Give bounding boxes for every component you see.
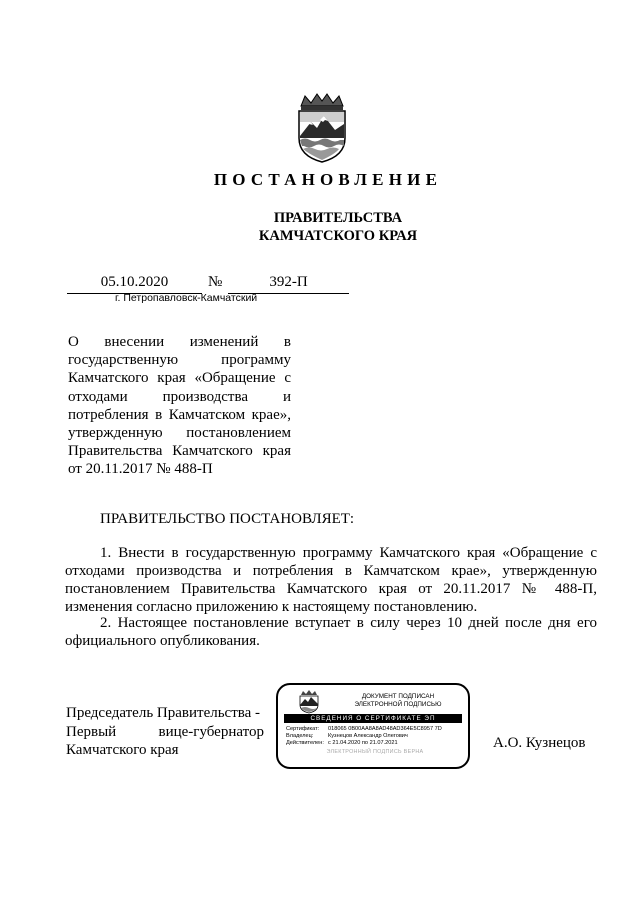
paragraph-line: изменения согласно приложению к настоящему постановлению. [65,599,478,615]
paragraph-line: отходами производства и потребления в Камчатском крае», утвержденную [65,563,597,579]
issuer-line-1: ПРАВИТЕЛЬСТВА [273,210,403,226]
signatory-name: А.О. Кузнецов [493,735,586,751]
coat-of-arms-emblem [291,92,353,164]
paragraph-line: официального опубликования. [65,633,260,649]
paragraph-line: постановлением Правительства Камчатского края от 20.11.2017 № 488-П, [65,581,597,597]
city-of-issue: г. Петропавловск-Камчатский [115,292,258,304]
stamp-title-line-2: ЭЛЕКТРОННОЙ ПОДПИСЬЮ [354,701,442,708]
subject-line: потребления в Камчатском крае», [68,406,291,423]
position-line-2: Первый вице-губернатор [66,723,264,740]
validity-label: Действителен: [286,740,324,746]
subject-line: Камчатского края «Обращение с [68,370,291,387]
subject-line: О внесении изменений в [68,334,291,350]
decree-paragraph-1 [65,544,597,616]
stamp-title-line-1: ДОКУМЕНТ ПОДПИСАН [361,693,435,700]
validity-value: с 21.04.2020 по 21.07.2021 [328,740,398,746]
issuer-name [0,209,640,245]
subject-line: утвержденную постановлением [68,424,291,441]
document-type-title: ПОСТАНОВЛЕНИЕ [213,170,443,189]
document-number: 392-П [269,274,308,290]
certificate-value: 018065 0B00AA8A8AD48AD364E5C8957 7D [328,726,442,732]
stamp-title [338,693,458,709]
stamp-validity-row [286,740,466,747]
decree-paragraph-2 [65,614,597,650]
electronic-signature-stamp [276,683,470,769]
position-line-3: Камчатского края [66,742,179,758]
stamp-footer: ЭЛЕКТРОННЫЙ ПОДПИСЬ ВЕРНА [326,749,424,755]
certificate-label: Сертификат: [286,726,320,732]
subject-line: от 20.11.2017 № 488-П [68,461,213,478]
paragraph-line: 1. Внести в государственную программу Камчатского края «Обращение с [100,545,597,561]
coat-of-arms-icon [291,92,353,164]
position-line-1: Председатель Правительства - [66,705,261,721]
decree-intro: ПРАВИТЕЛЬСТВО ПОСТАНОВЛЯЕТ: [100,511,355,527]
subject-line: отходами производства и [68,388,291,405]
stamp-owner-row [286,733,466,740]
subject-line: Правительства Камчатского края [68,443,291,460]
issuer-line-2: КАМЧАТСКОГО КРАЯ [258,228,418,244]
stamp-emblem-icon [298,690,320,714]
stamp-certificate-row [286,726,466,733]
stamp-certificate-header: СВЕДЕНИЯ О СЕРТИФИКАТЕ ЭП [284,714,462,723]
signatory-position [66,704,264,760]
document-subject [68,333,291,479]
document-date: 05.10.2020 [100,274,169,290]
subject-line: государственную программу [68,352,291,369]
number-sign: № [208,274,223,290]
owner-label: Владелец: [286,733,314,739]
owner-value: Кузнецов Александр Олегович [328,733,408,739]
paragraph-line: 2. Настоящее постановление вступает в силу через 10 дней после дня его [100,615,597,631]
